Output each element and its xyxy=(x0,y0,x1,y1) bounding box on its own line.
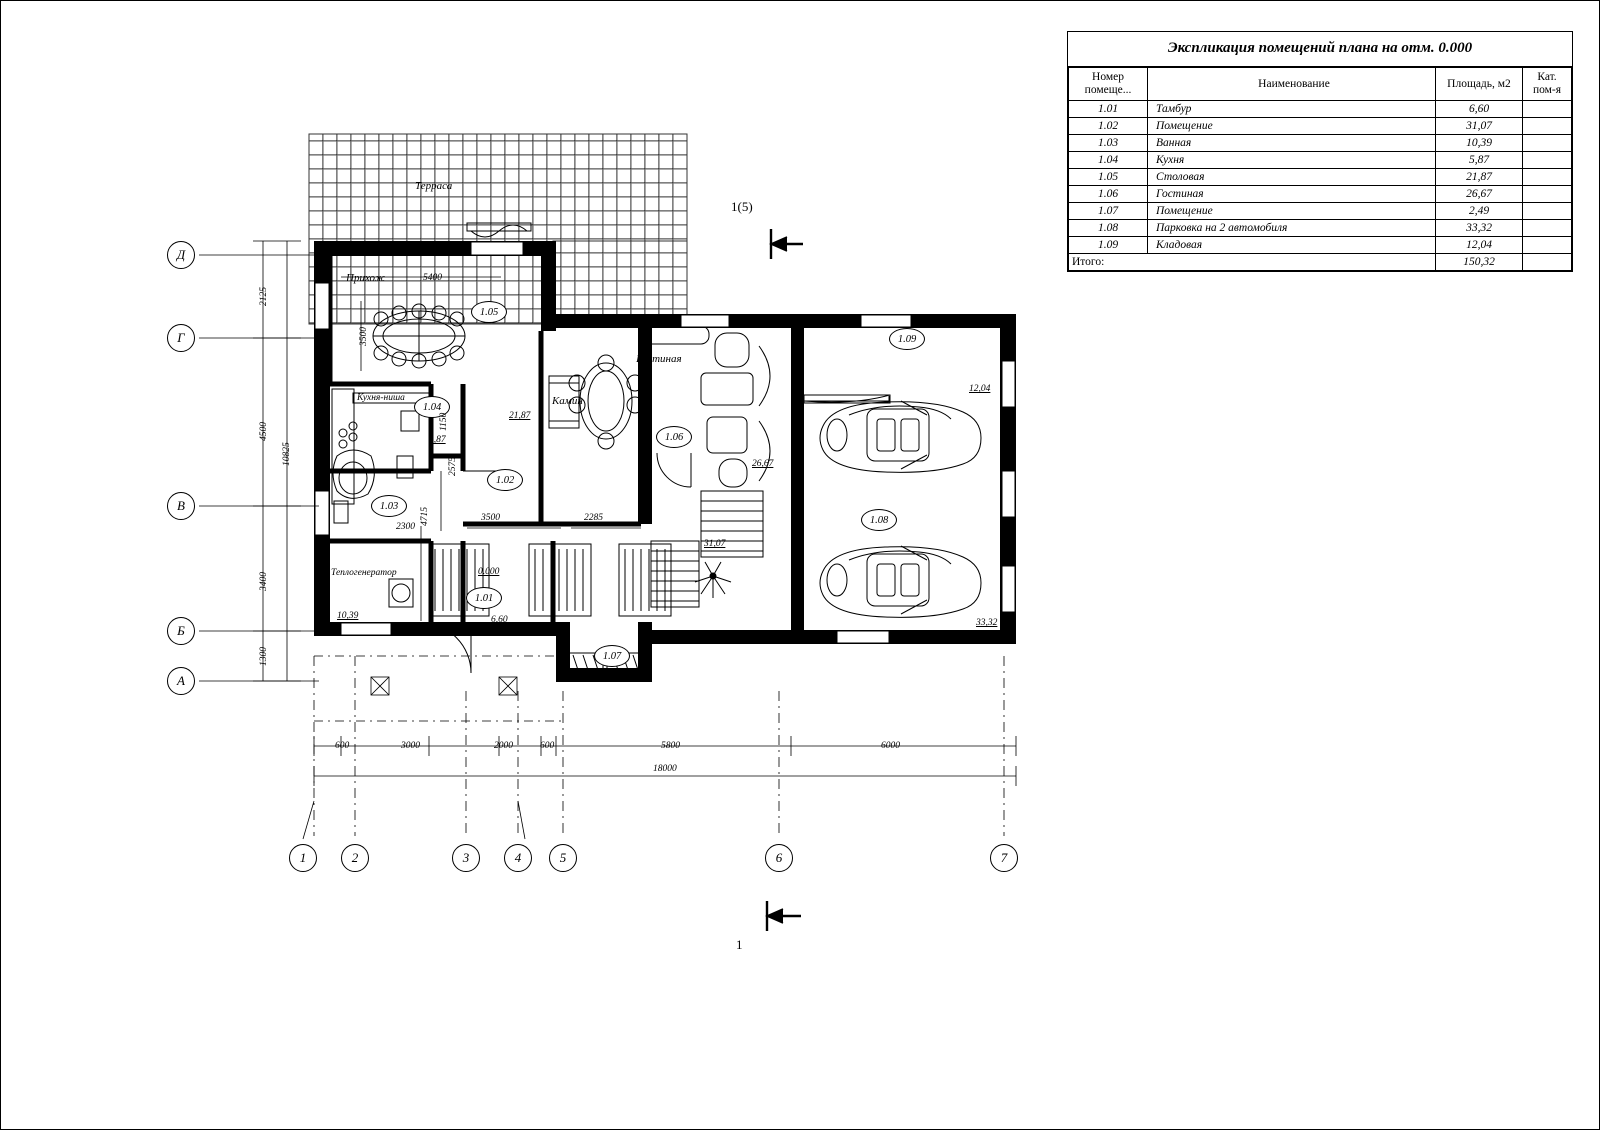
area-1-09: 12,04 xyxy=(969,384,991,394)
header-category: Кат. пом-я xyxy=(1523,68,1572,101)
axis-bubble-1[interactable]: 1 xyxy=(289,844,317,872)
total-value: 150,32 xyxy=(1436,254,1523,271)
header-name: Наименование xyxy=(1148,68,1436,101)
area-1-08: 33,32 xyxy=(976,618,998,628)
dim-5400: 5400 xyxy=(423,273,442,283)
axis-bubble-g[interactable]: Г xyxy=(167,324,195,352)
vdim-2125: 2125 xyxy=(259,287,269,306)
vdim-1300: 1300 xyxy=(259,647,269,666)
label-terrace: Терраса xyxy=(415,180,453,192)
label-boiler: Теплогенератор xyxy=(331,568,397,578)
bdim-2000: 2000 xyxy=(494,741,513,751)
cell-name: Помещение xyxy=(1148,203,1436,220)
bdim-3000: 3000 xyxy=(401,741,420,751)
bdim-600-a: 600 xyxy=(335,741,350,751)
cell-area: 33,32 xyxy=(1436,220,1523,237)
bdim-5800: 5800 xyxy=(661,741,680,751)
room-tag-1-09: 1.09 xyxy=(889,328,925,350)
cell-area: 6,60 xyxy=(1436,101,1523,118)
room-tag-1-07: 1.07 xyxy=(594,645,630,667)
vdim-4500: 4500 xyxy=(259,422,269,441)
area-1-04: 5,87 xyxy=(429,435,446,445)
area-1-03: 10,39 xyxy=(337,611,359,621)
cell-name: Кухня xyxy=(1148,152,1436,169)
level-mark: 0.000 xyxy=(478,567,500,577)
axis-bubble-d[interactable]: Д xyxy=(167,241,195,269)
dim-3500-v: 3500 xyxy=(359,327,369,346)
cell-area: 21,87 xyxy=(1436,169,1523,186)
cell-number: 1.02 xyxy=(1069,118,1148,135)
area-1-01: 6,60 xyxy=(491,615,508,625)
axis-bubble-3[interactable]: 3 xyxy=(452,844,480,872)
cell-number: 1.05 xyxy=(1069,169,1148,186)
floor-plan-drawing xyxy=(1,1,1600,1131)
dim-1150: 1150 xyxy=(439,412,449,431)
axis-bubble-4[interactable]: 4 xyxy=(504,844,532,872)
cell-number: 1.09 xyxy=(1069,237,1148,254)
room-tag-1-06: 1.06 xyxy=(656,426,692,448)
axis-bubble-5[interactable]: 5 xyxy=(549,844,577,872)
cell-number: 1.03 xyxy=(1069,135,1148,152)
room-tag-1-01: 1.01 xyxy=(466,587,502,609)
total-label: Итого: xyxy=(1069,254,1436,271)
cell-area: 31,07 xyxy=(1436,118,1523,135)
header-area: Площадь, м2 xyxy=(1436,68,1523,101)
cell-number: 1.07 xyxy=(1069,203,1148,220)
cell-number: 1.08 xyxy=(1069,220,1148,237)
axis-bubble-v[interactable]: В xyxy=(167,492,195,520)
axis-bubble-6[interactable]: 6 xyxy=(765,844,793,872)
cell-area: 5,87 xyxy=(1436,152,1523,169)
cell-name: Ванная xyxy=(1148,135,1436,152)
cell-name: Тамбур xyxy=(1148,101,1436,118)
bdim-6000: 6000 xyxy=(881,741,900,751)
bdim-total: 18000 xyxy=(653,764,677,774)
section-mark-bottom: 1 xyxy=(736,937,743,952)
dim-2575: 2575 xyxy=(448,457,458,476)
dim-3500-h: 3500 xyxy=(481,513,500,523)
header-number: Номер помеще... xyxy=(1069,68,1148,101)
section-mark-top: 1(5) xyxy=(731,199,753,214)
area-1-06: 26,67 xyxy=(752,459,774,469)
bdim-600-b: 600 xyxy=(540,741,555,751)
room-tag-1-03: 1.03 xyxy=(371,495,407,517)
cell-name: Столовая xyxy=(1148,169,1436,186)
axis-bubble-b[interactable]: Б xyxy=(167,617,195,645)
cell-name: Парковка на 2 автомобиля xyxy=(1148,220,1436,237)
cell-area: 2,49 xyxy=(1436,203,1523,220)
area-1-05: 21,87 xyxy=(509,411,531,421)
dim-2300: 2300 xyxy=(396,522,415,532)
cell-name: Кладовая xyxy=(1148,237,1436,254)
dim-2285: 2285 xyxy=(584,513,603,523)
label-living: Гостиная xyxy=(636,353,682,365)
room-tag-1-05: 1.05 xyxy=(471,301,507,323)
dim-4715: 4715 xyxy=(420,507,430,526)
label-fireplace: Камин xyxy=(552,395,583,407)
room-tag-1-02: 1.02 xyxy=(487,469,523,491)
cell-area: 12,04 xyxy=(1436,237,1523,254)
cell-name: Помещение xyxy=(1148,118,1436,135)
room-tag-1-04: 1.04 xyxy=(414,396,450,418)
explication-title: Экспликация помещений плана на отм. 0.000 xyxy=(1068,32,1572,67)
vdim-total: 10825 xyxy=(282,442,292,466)
axis-bubble-7[interactable]: 7 xyxy=(990,844,1018,872)
cell-area: 26,67 xyxy=(1436,186,1523,203)
cell-number: 1.06 xyxy=(1069,186,1148,203)
label-kitchen-niche: Кухня-ниша xyxy=(357,393,405,403)
room-tag-1-08: 1.08 xyxy=(861,509,897,531)
cell-name: Гостиная xyxy=(1148,186,1436,203)
axis-bubble-a[interactable]: А xyxy=(167,667,195,695)
axis-bubble-2[interactable]: 2 xyxy=(341,844,369,872)
cell-number: 1.01 xyxy=(1069,101,1148,118)
area-1-02: 31,07 xyxy=(704,539,726,549)
vdim-3400: 3400 xyxy=(259,572,269,591)
cell-area: 10,39 xyxy=(1436,135,1523,152)
label-hall: Прихож xyxy=(346,272,386,284)
plan-vector xyxy=(1,1,1600,1131)
cell-number: 1.04 xyxy=(1069,152,1148,169)
